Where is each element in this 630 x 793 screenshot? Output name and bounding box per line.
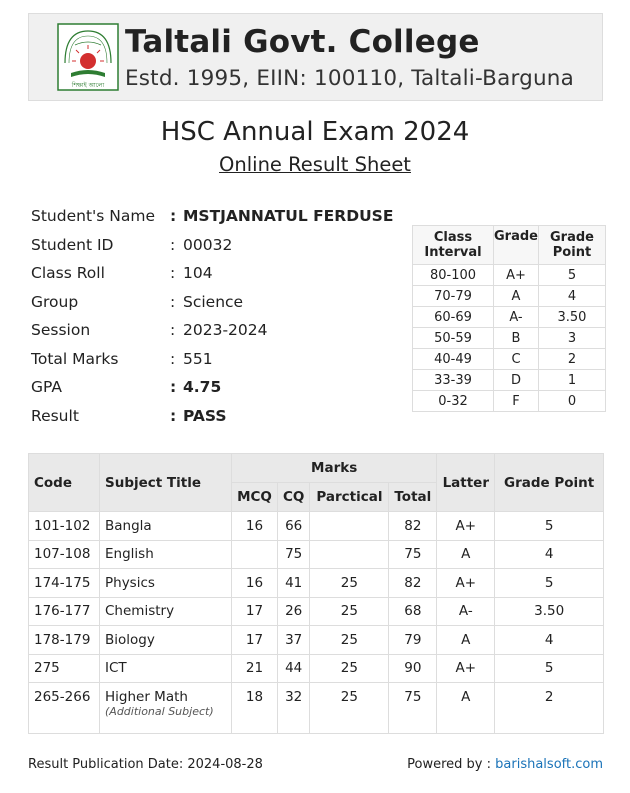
result-value: PASS xyxy=(183,406,227,425)
grade-cell: 50-59 xyxy=(413,328,494,349)
session-value: 2023-2024 xyxy=(183,321,268,339)
subject-title: Bangla xyxy=(100,512,232,541)
letter-header: Latter xyxy=(437,454,495,512)
subject-code: 178-179 xyxy=(29,626,100,655)
letter-grade: A+ xyxy=(437,654,495,683)
grade-cell: 33-39 xyxy=(413,370,494,391)
info-label: Student ID xyxy=(31,235,114,254)
table-row xyxy=(29,569,604,598)
class-roll-value: 104 xyxy=(183,264,213,282)
info-label: Total Marks xyxy=(31,349,119,368)
grade-cell: 3.50 xyxy=(538,307,605,328)
grade-cell: 3 xyxy=(538,328,605,349)
total-mark: 75 xyxy=(389,683,437,734)
grade-table-header xyxy=(413,226,606,265)
publication-date: Result Publication Date: 2024-08-28 xyxy=(28,757,263,772)
subject-code: 265-266 xyxy=(29,683,100,734)
mcq-mark xyxy=(232,540,278,569)
info-colon: : xyxy=(170,378,177,396)
cq-mark: 41 xyxy=(278,569,310,598)
info-colon: : xyxy=(170,264,176,282)
practical-mark: 25 xyxy=(310,569,389,598)
mcq-mark: 16 xyxy=(232,569,278,598)
subject-title: Physics xyxy=(100,569,232,598)
info-label: GPA xyxy=(31,378,62,396)
table-row xyxy=(29,626,604,655)
practical-mark: 25 xyxy=(310,597,389,626)
student-name-value: MSTJANNATUL FERDUSE xyxy=(183,207,394,225)
total-mark: 90 xyxy=(389,654,437,683)
mcq-mark: 17 xyxy=(232,597,278,626)
total-mark: 82 xyxy=(389,569,437,598)
grade-cell: F xyxy=(494,391,539,412)
grade-point: 5 xyxy=(495,569,604,598)
info-colon: : xyxy=(170,321,176,339)
subject-title: English xyxy=(100,540,232,569)
grade-scale-table xyxy=(412,225,606,412)
grade-point: 4 xyxy=(495,540,604,569)
gpa-value: 4.75 xyxy=(183,378,222,396)
subject-code: 101-102 xyxy=(29,512,100,541)
total-mark: 79 xyxy=(389,626,437,655)
info-colon: : xyxy=(170,235,176,254)
practical-mark: 25 xyxy=(310,683,389,734)
grade-header-cell: Class Interval xyxy=(413,226,494,265)
sheet-title: Online Result Sheet xyxy=(219,153,411,176)
total-mark: 75 xyxy=(389,540,437,569)
total-header: Total xyxy=(389,483,437,512)
grade-cell: 40-49 xyxy=(413,349,494,370)
subject-code: 107-108 xyxy=(29,540,100,569)
additional-subject-note: (Additional Subject) xyxy=(105,705,214,718)
grade-point: 4 xyxy=(495,626,604,655)
info-colon: : xyxy=(170,207,177,225)
mcq-mark: 17 xyxy=(232,626,278,655)
subject-title: Biology xyxy=(100,626,232,655)
college-logo xyxy=(57,23,119,91)
table-row xyxy=(29,540,604,569)
marks-table xyxy=(28,453,604,734)
grade-row xyxy=(413,391,606,412)
group-value: Science xyxy=(183,292,244,311)
grade-header-cell: Grade xyxy=(494,226,539,265)
college-subtitle: Estd. 1995, EIIN: 100110, Taltali-Barguna xyxy=(125,66,575,91)
table-row xyxy=(29,683,604,734)
info-colon: : xyxy=(170,406,177,425)
cq-mark: 32 xyxy=(278,683,310,734)
grade-point: 3.50 xyxy=(495,597,604,626)
grade-cell: 4 xyxy=(538,286,605,307)
cq-mark: 26 xyxy=(278,597,310,626)
subject-code: 275 xyxy=(29,654,100,683)
info-colon: : xyxy=(170,349,176,368)
letter-grade: A+ xyxy=(437,512,495,541)
subject-title: ICT xyxy=(100,654,232,683)
powered-by xyxy=(407,757,603,772)
grade-row xyxy=(413,370,606,391)
mcq-mark: 18 xyxy=(232,683,278,734)
college-header xyxy=(28,13,603,101)
grade-point: 2 xyxy=(495,683,604,734)
subject-title-cell xyxy=(100,683,232,734)
info-label: Result xyxy=(31,406,79,425)
total-mark: 82 xyxy=(389,512,437,541)
info-colon: : xyxy=(170,292,176,311)
code-header: Code xyxy=(29,454,100,512)
practical-mark xyxy=(310,540,389,569)
subject-title: Higher Math xyxy=(105,689,188,705)
grade-cell: 70-79 xyxy=(413,286,494,307)
cq-mark: 75 xyxy=(278,540,310,569)
grade-cell: A xyxy=(494,286,539,307)
grade-cell: 80-100 xyxy=(413,265,494,286)
powered-by-label: Powered by : xyxy=(407,757,496,772)
grade-cell: 1 xyxy=(538,370,605,391)
letter-grade: A xyxy=(437,626,495,655)
grade-cell: 0 xyxy=(538,391,605,412)
grade-point-header: Grade Point xyxy=(495,454,604,512)
letter-grade: A xyxy=(437,540,495,569)
marks-header-row xyxy=(29,454,604,483)
grade-cell: 60-69 xyxy=(413,307,494,328)
table-row xyxy=(29,597,604,626)
grade-cell: B xyxy=(494,328,539,349)
grade-row xyxy=(413,328,606,349)
total-marks-value: 551 xyxy=(183,349,213,368)
subject-header: Subject Title xyxy=(100,454,232,512)
cq-mark: 44 xyxy=(278,654,310,683)
info-label: Class Roll xyxy=(31,264,105,282)
grade-cell: 5 xyxy=(538,265,605,286)
grade-row xyxy=(413,286,606,307)
grade-header-cell: Grade Point xyxy=(538,226,605,265)
grade-row xyxy=(413,349,606,370)
subject-title: Chemistry xyxy=(100,597,232,626)
info-label: Student's Name xyxy=(31,207,156,225)
table-row xyxy=(29,512,604,541)
exam-title: HSC Annual Exam 2024 xyxy=(160,117,470,147)
grade-row xyxy=(413,265,606,286)
practical-mark: 25 xyxy=(310,626,389,655)
practical-mark xyxy=(310,512,389,541)
grade-cell: A+ xyxy=(494,265,539,286)
letter-grade: A xyxy=(437,683,495,734)
info-label: Group xyxy=(31,292,79,311)
student-id-value: 00032 xyxy=(183,235,233,254)
mcq-mark: 16 xyxy=(232,512,278,541)
college-name: Taltali Govt. College xyxy=(125,24,480,60)
powered-by-link[interactable]: barishalsoft.com xyxy=(495,757,603,772)
letter-grade: A- xyxy=(437,597,495,626)
cq-header: CQ xyxy=(278,483,310,512)
grade-row xyxy=(413,307,606,328)
grade-point: 5 xyxy=(495,512,604,541)
subject-code: 176-177 xyxy=(29,597,100,626)
grade-cell: 0-32 xyxy=(413,391,494,412)
cq-mark: 37 xyxy=(278,626,310,655)
info-label: Session xyxy=(31,321,91,339)
mcq-header: MCQ xyxy=(232,483,278,512)
grade-cell: C xyxy=(494,349,539,370)
marks-header: Marks xyxy=(232,454,437,483)
grade-point: 5 xyxy=(495,654,604,683)
mcq-mark: 21 xyxy=(232,654,278,683)
total-mark: 68 xyxy=(389,597,437,626)
svg-text:শিক্ষাই আলো: শিক্ষাই আলো xyxy=(71,82,105,89)
grade-cell: D xyxy=(494,370,539,391)
grade-cell: 2 xyxy=(538,349,605,370)
cq-mark: 66 xyxy=(278,512,310,541)
table-row xyxy=(29,654,604,683)
practical-mark: 25 xyxy=(310,654,389,683)
grade-cell: A- xyxy=(494,307,539,328)
subject-code: 174-175 xyxy=(29,569,100,598)
letter-grade: A+ xyxy=(437,569,495,598)
practical-header: Parctical xyxy=(310,483,389,512)
